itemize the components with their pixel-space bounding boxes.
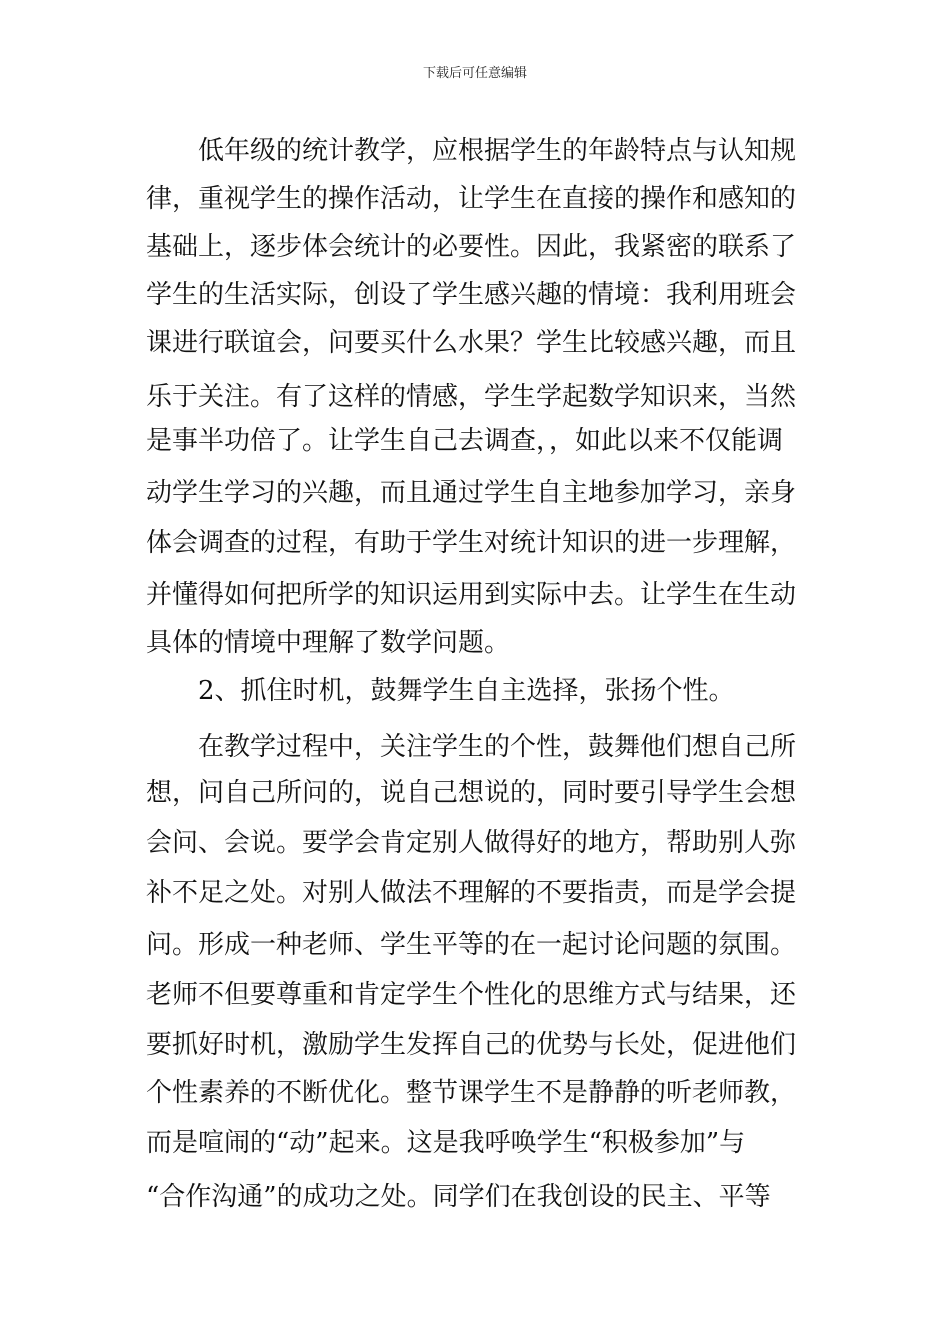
body-line: 律，重视学生的操作活动，让学生在直接的操作和感知的 — [146, 184, 797, 214]
body-line: 个性素养的不断优化。整节课学生不是静静的听老师教， — [146, 1078, 797, 1108]
body-line: “合作沟通”的成功之处。同学们在我创设的民主、平等 — [146, 1182, 771, 1212]
body-line: 基础上，逐步体会统计的必要性。因此，我紧密的联系了 — [146, 232, 797, 262]
body-line: 是事半功倍了。让学生自己去调查，，如此以来不仅能调 — [146, 426, 784, 456]
body-line: 问。形成一种老师、学生平等的在一起讨论问题的氛围。 — [146, 930, 797, 960]
body-line: 乐于关注。有了这样的情感，学生学起数学知识来，当然 — [146, 382, 797, 412]
body-line: 补不足之处。对别人做法不理解的不要指责，而是学会提 — [146, 878, 797, 908]
body-line: 体会调查的过程，有助于学生对统计知识的进一步理解， — [146, 528, 797, 558]
body-line: 2、抓住时机，鼓舞学生自主选择，张扬个性。 — [146, 676, 735, 706]
body-line: 学生的生活实际，创设了学生感兴趣的情境：我利用班会 — [146, 280, 797, 310]
body-line: 课进行联谊会，问要买什么水果？学生比较感兴趣，而且 — [146, 328, 797, 358]
body-line: 想，问自己所问的，说自己想说的，同时要引导学生会想 — [146, 778, 797, 808]
body-line: 会问、会说。要学会肯定别人做得好的地方，帮助别人弥 — [146, 828, 797, 858]
body-line: 在教学过程中，关注学生的个性，鼓舞他们想自己所 — [146, 732, 797, 762]
body-line: 老师不但要尊重和肯定学生个性化的思维方式与结果，还 — [146, 980, 797, 1010]
body-line: 动学生学习的兴趣，而且通过学生自主地参加学习，亲身 — [146, 478, 797, 508]
header-note: 下载后可任意编辑 — [422, 66, 527, 81]
body-line: 要抓好时机，激励学生发挥自己的优势与长处，促进他们 — [146, 1030, 797, 1060]
body-line: 并懂得如何把所学的知识运用到实际中去。让学生在生动 — [146, 580, 797, 610]
body-line: 具体的情境中理解了数学问题。 — [146, 628, 511, 658]
body-line: 而是喧闹的“动”起来。这是我呼唤学生“积极参加”与 — [146, 1128, 746, 1158]
body-line: 低年级的统计教学，应根据学生的年龄特点与认知规 — [146, 136, 797, 166]
